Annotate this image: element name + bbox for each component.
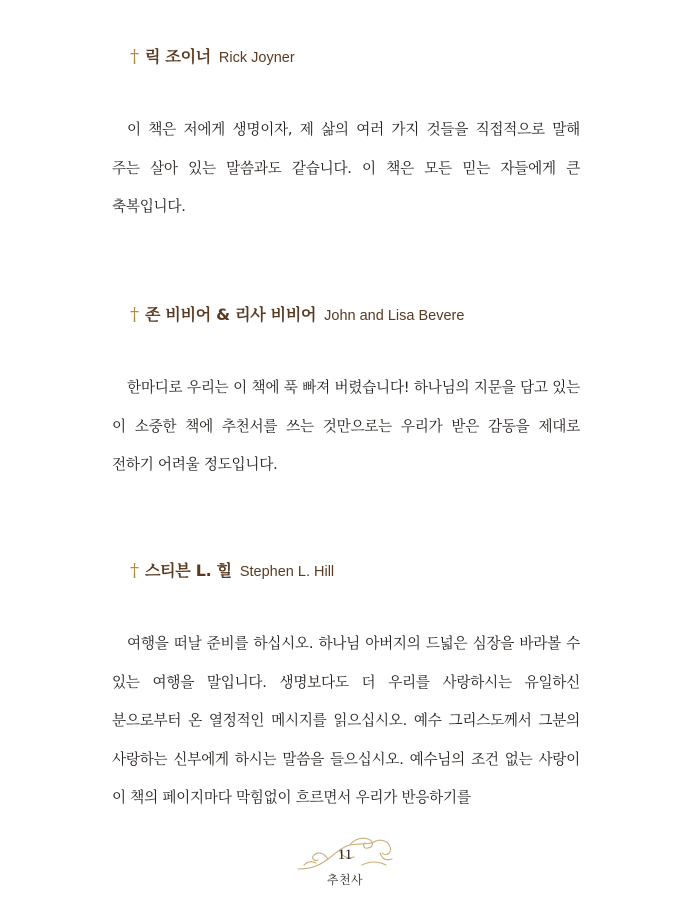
endorser-name-english: Stephen L. Hill [239,564,335,580]
endorsement-text: 한마디로 우리는 이 책에 푹 빠져 버렸습니다! 하나님의 지문을 담고 있는 이 소중한 책에 추천서를 쓰는 것만으로는 우리가 받은 감동을 제대로 전하기 어려울 정도입니다. [112,379,580,473]
endorser-name-english: Rick Joyner [218,50,295,66]
endorser-name-english: John and Lisa Bevere [324,308,465,324]
endorsement-stephen-hill [112,558,580,832]
endorser-name-korean: 릭 조이너 [145,47,211,66]
page-footer [290,835,400,895]
cross-icon: † [130,46,139,67]
endorsement-text: 이 책은 저에게 생명이자, 제 삶의 여러 가지 것들을 직접적으로 말해 주는 살아 있는 말씀과도 같습니다. 이 책은 모든 믿는 자들에게 큰 축복입니다. [112,121,580,215]
endorsement-rick-joyner [112,44,580,241]
section-title: 추천사 [326,873,364,887]
endorsement-john-lisa-bevere [112,302,580,499]
endorsement-text: 여행을 떠날 준비를 하십시오. 하나님 아버지의 드넓은 심장을 바라볼 수 있는 여행을 말입니다. 생명보다도 더 우리를 사랑하시는 유일하신 분으로부터 온 열정적인 메시지를 읽으십시오. 예수 그리스도께서 그분의 사랑하는 신부에게 하시는 말씀을 들으십시오. 예수님의 조건 없는 사랑이 이 책의 페이지마다 막힘없이 흐르면서 우리가 반응하기를 [112,635,580,806]
cross-icon: † [130,304,139,325]
endorsement-heading [130,558,580,581]
endorsement-heading [130,44,580,67]
endorsement-heading [130,302,580,325]
endorser-name-korean: 존 비비어 & 리사 비비어 [145,305,317,324]
cross-icon: † [130,560,139,581]
endorser-name-korean: 스티븐 L. 힐 [145,561,232,580]
page-number: 11 [337,847,353,863]
